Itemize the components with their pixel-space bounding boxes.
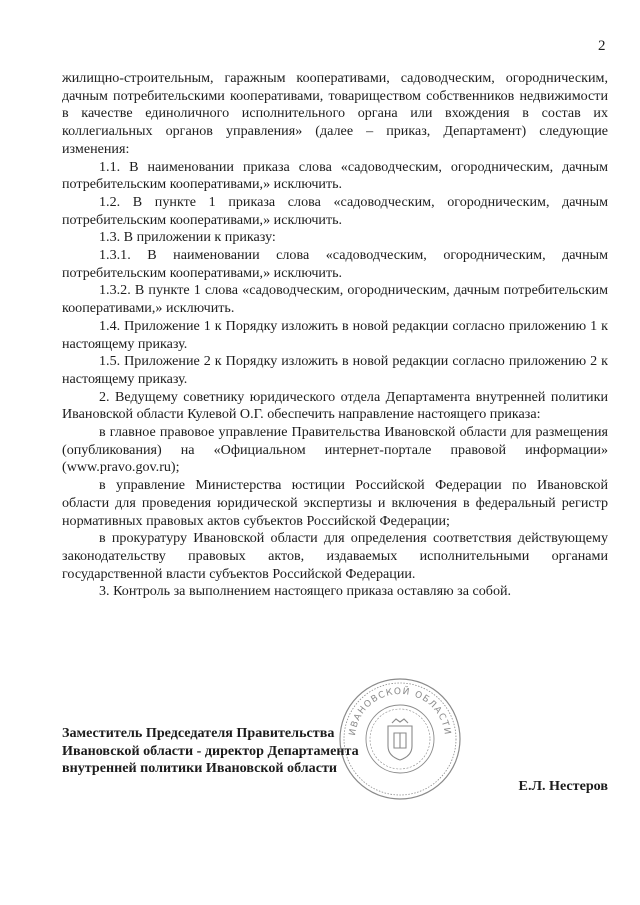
document-body (62, 70, 608, 601)
svg-text:ИВАНОВСКОЙ ОБЛАСТИ: ИВАНОВСКОЙ ОБЛАСТИ (348, 686, 452, 737)
signature-block (62, 725, 608, 794)
paragraph-3: 3. Контроль за выполнением настоящего приказа оставляю за собой. (99, 583, 512, 600)
paragraph-1-1: 1.1. В наименовании приказа слова «садоводческим, огородническим, дачным потребительским кооперативами,» исключить. (62, 158, 608, 193)
paragraph-2-item-legal-department: в главное правовое управление Правительства Ивановской области для размещения (опубликования) на «Официальном интернет-портале правовой информации» (www.pravo.gov.ru); (62, 424, 608, 476)
signer-position: Заместитель Председателя Правительства Ивановской области - директор Департамента внутренней политики Ивановской области (62, 725, 359, 777)
paragraph-2-item-prosecutor: в прокуратуру Ивановской области для определения соответствия действующему законодательству правовых актов, издаваемых исполнительными органами государственной власти субъектов Российской Федерации. (62, 530, 608, 582)
paragraph-2-item-ministry-of-justice: в управление Министерства юстиции Российской Федерации по Ивановской области для проведения юридической экспертизы и включения в федеральный регистр нормативных правовых актов субъектов Российской Федерации; (62, 477, 608, 529)
paragraph-2: 2. Ведущему советнику юридического отдела Департамента внутренней политики Ивановской области Кулевой О.Г. обеспечить направление настоящего приказа: (62, 388, 608, 423)
paragraph-1-4: 1.4. Приложение 1 к Порядку изложить в новой редакции согласно приложению 1 к настоящему приказу. (62, 317, 608, 352)
page-number: 2 (598, 38, 606, 54)
paragraph-intro: жилищно-строительным, гаражным кооперативами, садоводческим, огородническим, дачным потребительскими кооперативами, товариществом собственников недвижимости в качестве единоличного исполнительного органа или вхождения в состав их коллегиальных органов управления» (далее – приказ, Департамент) следующие изменения: (62, 70, 608, 157)
paragraph-1-2: 1.2. В пункте 1 приказа слова «садоводческим, огородническим, дачным потребительским кооперативами,» исключить. (62, 193, 608, 228)
paragraph-1-3-2: 1.3.2. В пункте 1 слова «садоводческим, огородническим, дачным потребительским кооперативами,» исключить. (62, 282, 608, 317)
paragraph-1-5: 1.5. Приложение 2 к Порядку изложить в новой редакции согласно приложению 2 к настоящему приказу. (62, 353, 608, 387)
paragraph-1-3: 1.3. В приложении к приказу: (99, 229, 276, 246)
paragraph-1-3-1: 1.3.1. В наименовании слова «садоводческим, огородническим, дачным потребительским кооперативами,» исключить. (62, 247, 608, 281)
signer-name: Е.Л. Нестеров (518, 778, 608, 794)
